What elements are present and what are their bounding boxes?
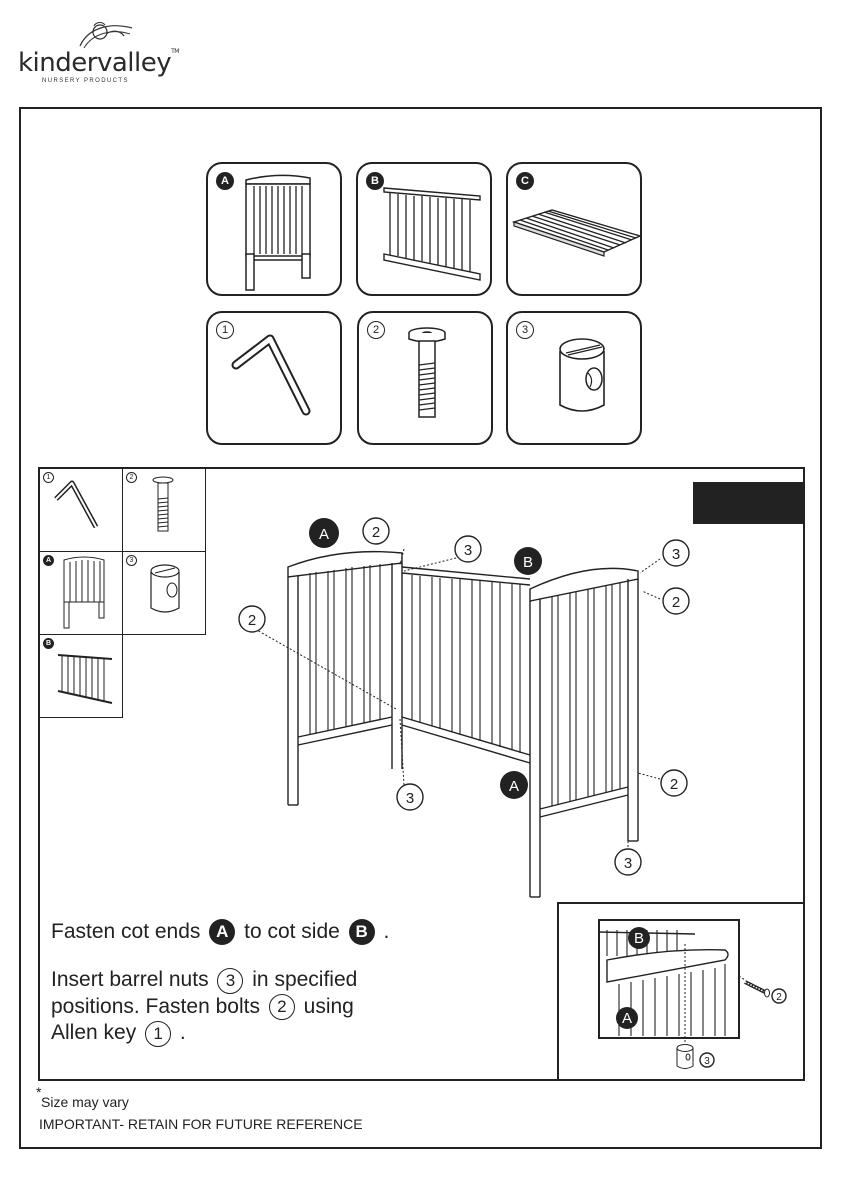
assembly-instructions [51,919,551,1047]
part-ref-1: 1 [145,1021,171,1047]
instruction-text: positions. Fasten bolts [51,994,260,1018]
instruction-text: Fasten cot ends [51,920,201,943]
callout-label: A [318,526,330,543]
bolt-icon [359,313,495,447]
part-ref-3: 3 [217,968,243,994]
callout-label: 3 [704,1056,710,1067]
mattress-base-icon [508,164,644,298]
sleeping-baby-logo-icon [70,18,140,50]
instruction-line-1 [51,919,551,945]
brand-logo [18,18,178,88]
callout-label: B [522,554,534,571]
instruction-text: . [383,920,390,943]
part-badge-2: 2 [367,321,385,339]
barrel-nut-icon [508,313,644,447]
cot-side-icon [358,164,494,298]
part-badge-1: 1 [216,321,234,339]
assembly-step-box [38,467,805,1081]
size-note: Size may vary [41,1094,129,1110]
callout-label: 3 [405,790,415,807]
mini-badge-1: 1 [43,472,54,483]
part-ref-b: B [349,919,375,945]
callout-label: A [621,1010,633,1027]
instruction-text: . [179,1021,186,1045]
brand-subtitle: NURSERY PRODUCTS [42,78,129,84]
mini-badge-2: 2 [126,472,137,483]
barrel-nut-icon [677,1045,693,1069]
detail-inset [557,902,805,1081]
footnote-asterisk: * [36,1084,42,1100]
part-card-c [506,162,642,296]
callout-label: A [508,778,520,795]
instruction-text: Allen key [51,1021,137,1045]
brand-name: kindervalley [18,48,172,78]
instruction-text: Insert barrel nuts [51,968,209,992]
part-card-a [206,162,342,296]
mini-badge-b: B [43,638,54,649]
part-card-3 [506,311,642,445]
joint-detail-diagram [559,904,805,1081]
callout-label: 2 [371,524,381,541]
callout-label: 3 [671,546,681,563]
allen-key-icon [208,313,344,447]
part-ref-2: 2 [269,994,295,1020]
callout-label: 2 [776,992,782,1003]
bolt-icon [745,982,770,997]
callout-label: 2 [669,776,679,793]
instruction-text: to cot side [244,920,340,943]
part-card-2 [357,311,493,445]
callout-label: B [633,930,645,947]
instruction-line-2 [51,967,551,1046]
part-card-1 [206,311,342,445]
callout-label: 2 [247,612,257,629]
part-badge-3: 3 [516,321,534,339]
part-badge-b: B [366,172,384,190]
part-ref-a: A [209,919,235,945]
callout-label: 3 [623,855,633,872]
instruction-text: in specified [252,968,358,992]
mini-badge-3: 3 [126,555,137,566]
mini-badge-a: A [43,555,54,566]
part-badge-a: A [216,172,234,190]
trademark: TM [171,48,179,55]
callout-label: 3 [463,542,473,559]
callout-label: 2 [671,594,681,611]
important-note: IMPORTANT- RETAIN FOR FUTURE REFERENCE [39,1116,363,1132]
cot-end-icon [208,164,344,298]
instruction-text: using [303,994,354,1018]
part-badge-c: C [516,172,534,190]
part-card-b [356,162,492,296]
